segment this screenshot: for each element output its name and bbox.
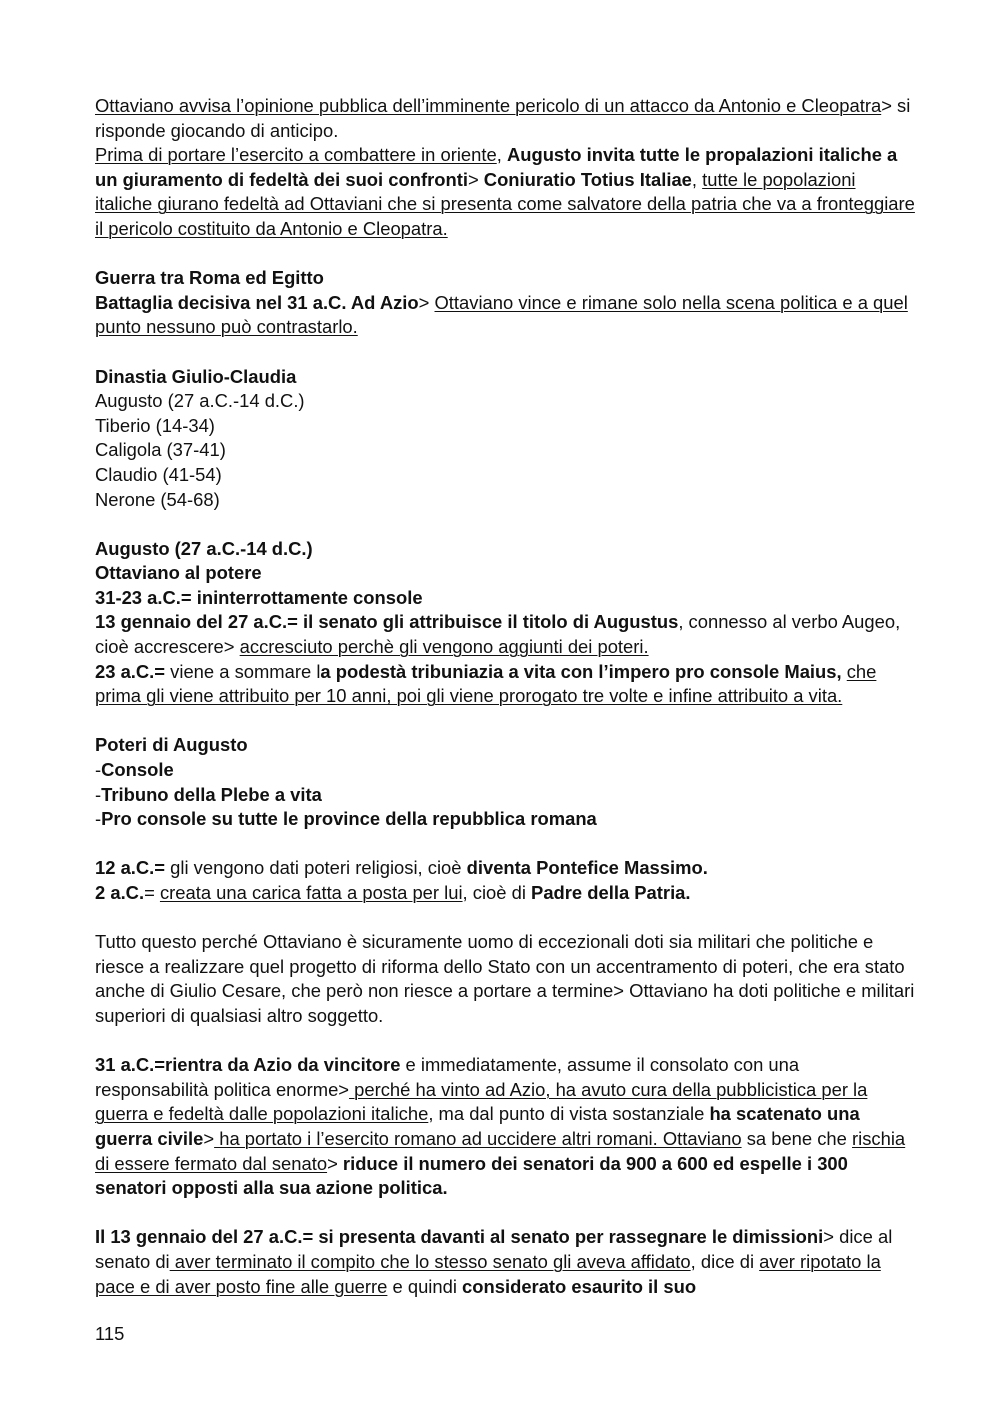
text-run: - xyxy=(95,808,102,830)
text-run: , cioè di xyxy=(462,882,532,903)
bold-text: 2 a.C. xyxy=(95,882,145,903)
paragraph xyxy=(95,1225,915,1299)
text-run: - xyxy=(95,783,102,805)
text-run: gli vengono dati poteri religiosi, cioè xyxy=(165,857,467,879)
underlined-text: rischia di essere fermato dal senato xyxy=(95,1127,906,1174)
text-run: , connesso al verbo Augeo, cioè accrescere> xyxy=(95,611,901,658)
bold-text: Il 13 gennaio del 27 a.C.= si presenta davanti al senato per rassegnare le dimissioni xyxy=(95,1226,824,1248)
text-run: > xyxy=(467,168,484,190)
paragraph xyxy=(95,463,915,488)
paragraph xyxy=(95,488,915,513)
bold-text: Tribuno della Plebe a vita xyxy=(101,783,322,805)
text-run: > xyxy=(203,1127,215,1149)
text-run: sa bene che xyxy=(741,1127,853,1149)
text-run: Tiberio (14-34) xyxy=(95,414,215,436)
paragraph-spacer xyxy=(95,340,915,365)
paragraph xyxy=(95,1053,915,1201)
text-run: , ma dal punto di vista sostanziale xyxy=(428,1103,710,1125)
paragraph-spacer xyxy=(95,1029,915,1054)
paragraph xyxy=(95,291,915,340)
text-run: > dice al senato di xyxy=(95,1226,893,1272)
text-run: , dice di xyxy=(690,1250,760,1272)
text-run: e quindi xyxy=(387,1275,463,1297)
bold-text: Poteri di Augusto xyxy=(95,734,248,756)
paragraph xyxy=(95,537,915,562)
paragraph xyxy=(95,758,915,783)
text-run: Nerone (54-68) xyxy=(95,488,220,510)
paragraph xyxy=(95,733,915,758)
paragraph-spacer xyxy=(95,709,915,734)
bold-text: a podestà tribuniazia a vita con l’impero pro console Maius, xyxy=(320,660,842,682)
paragraph xyxy=(95,389,915,414)
bold-text: 23 a.C.= xyxy=(95,660,166,682)
bold-text: riduce il numero dei senatori da 900 a 600 ed espelle i 300 senatori opposti alla sua azione politica. xyxy=(95,1152,848,1199)
text-run: - xyxy=(95,759,102,781)
text-run: Augusto (27 a.C.-14 d.C.) xyxy=(95,390,305,412)
underlined-text: creata una carica fatta a posta per lui xyxy=(159,882,463,903)
paragraph-spacer xyxy=(95,242,915,267)
paragraph-spacer xyxy=(95,512,915,537)
paragraph-spacer xyxy=(95,1201,915,1226)
bold-text: Ottaviano al potere xyxy=(95,562,262,584)
underlined-text: tutte le popolazioni italiche giurano fedeltà ad Ottaviani che si presenta come salvatore della patria che va a fronteggiare il pericolo costituito da Antonio e Cleopatra. xyxy=(95,168,915,239)
underlined-text: ha portato i l’esercito romano ad uccidere altri romani. Ottaviano xyxy=(214,1127,742,1149)
paragraph xyxy=(95,856,915,881)
text-run: Caligola (37-41) xyxy=(95,439,226,461)
text-run: , xyxy=(691,168,703,190)
underlined-text: Prima di portare l’esercito a combattere in oriente xyxy=(95,144,497,166)
text-run: = xyxy=(144,882,160,903)
paragraph xyxy=(95,807,915,832)
paragraph xyxy=(95,783,915,808)
text-run: Tutto questo perché Ottaviano è sicuramente uomo di eccezionali doti sia militari che politiche e riesce a realizzare quel progetto di riforma dello Stato con un accentramento di poteri, che era stato anche di Giulio Cesare, che però non riesce a portare a termine> Ottaviano ha doti politiche e militari superiori di qualsiasi altro soggetto. xyxy=(95,931,915,1026)
bold-text: Coniuratio Totius Italiae xyxy=(483,168,692,190)
underlined-text: aver terminato il compito che lo stesso senato gli aveva affidato xyxy=(169,1250,691,1272)
bold-text: 13 gennaio del 27 a.C.= il senato gli attribuisce il titolo di Augustus xyxy=(95,611,679,633)
bold-text: Battaglia decisiva nel 31 a.C. Ad Azio xyxy=(95,291,419,313)
text-run: > si risponde giocando di anticipo. xyxy=(95,95,911,141)
bold-text: considerato esaurito il suo xyxy=(462,1275,697,1297)
paragraph xyxy=(95,930,915,1028)
paragraph xyxy=(95,438,915,463)
paragraph xyxy=(95,610,915,659)
text-run: > xyxy=(327,1152,343,1174)
paragraph xyxy=(95,660,915,709)
paragraph xyxy=(95,414,915,439)
paragraph xyxy=(95,561,915,586)
document-body xyxy=(95,94,915,1299)
text-run: > xyxy=(418,291,435,313)
bold-text: 12 a.C.= xyxy=(95,857,166,879)
bold-text: Augusto invita tutte le propalazioni italiche a un giuramento di fedeltà dei suoi confronti xyxy=(95,144,898,190)
paragraph xyxy=(95,586,915,611)
text-run: Claudio (41-54) xyxy=(95,463,222,485)
bold-text: ha scatenato una guerra civile xyxy=(95,1103,860,1149)
underlined-text: Ottaviano avvisa l’opinione pubblica dell’imminente pericolo di un attacco da Antonio e Cleopatra xyxy=(95,95,882,116)
bold-text: diventa Pontefice Massimo. xyxy=(466,857,708,879)
paragraph-spacer xyxy=(95,906,915,931)
underlined-text: perché ha vinto ad Azio, ha avuto cura della pubblicistica per la guerra e fedeltà dalle popolazioni italiche xyxy=(95,1078,868,1125)
paragraph xyxy=(95,881,915,906)
underlined-text: accresciuto perchè gli vengono aggiunti dei poteri. xyxy=(239,636,649,658)
text-run: , xyxy=(496,144,507,166)
bold-text: Augusto (27 a.C.-14 d.C.) xyxy=(95,537,313,559)
bold-text: Guerra tra Roma ed Egitto xyxy=(95,267,324,289)
page-number: 115 xyxy=(95,1323,125,1344)
bold-text: 31 a.C.=rientra da Azio da vincitore xyxy=(95,1054,401,1076)
paragraph-spacer xyxy=(95,832,915,857)
paragraph xyxy=(95,365,915,390)
paragraph xyxy=(95,143,915,241)
bold-text: 31-23 a.C.= ininterrottamente console xyxy=(95,586,423,608)
underlined-text: aver ripotato la pace e di aver posto fine alle guerre xyxy=(95,1250,881,1297)
paragraph xyxy=(95,94,915,143)
paragraph xyxy=(95,266,915,291)
bold-text: Padre della Patria. xyxy=(531,882,691,903)
underlined-text: che prima gli viene attribuito per 10 anni, poi gli viene prorogato tre volte e infine attribuito a vita. xyxy=(95,660,877,707)
underlined-text: Ottaviano vince e rimane solo nella scena politica e a quel punto nessuno può contrastarlo. xyxy=(95,291,908,338)
bold-text: Dinastia Giulio-Claudia xyxy=(95,365,297,387)
text-run: viene a sommare l xyxy=(165,660,321,682)
bold-text: Console xyxy=(101,759,174,781)
text-run: e immediatamente, assume il consolato con una responsabilità politica enorme> xyxy=(95,1054,800,1100)
bold-text: Pro console su tutte le province della repubblica romana xyxy=(101,808,597,830)
